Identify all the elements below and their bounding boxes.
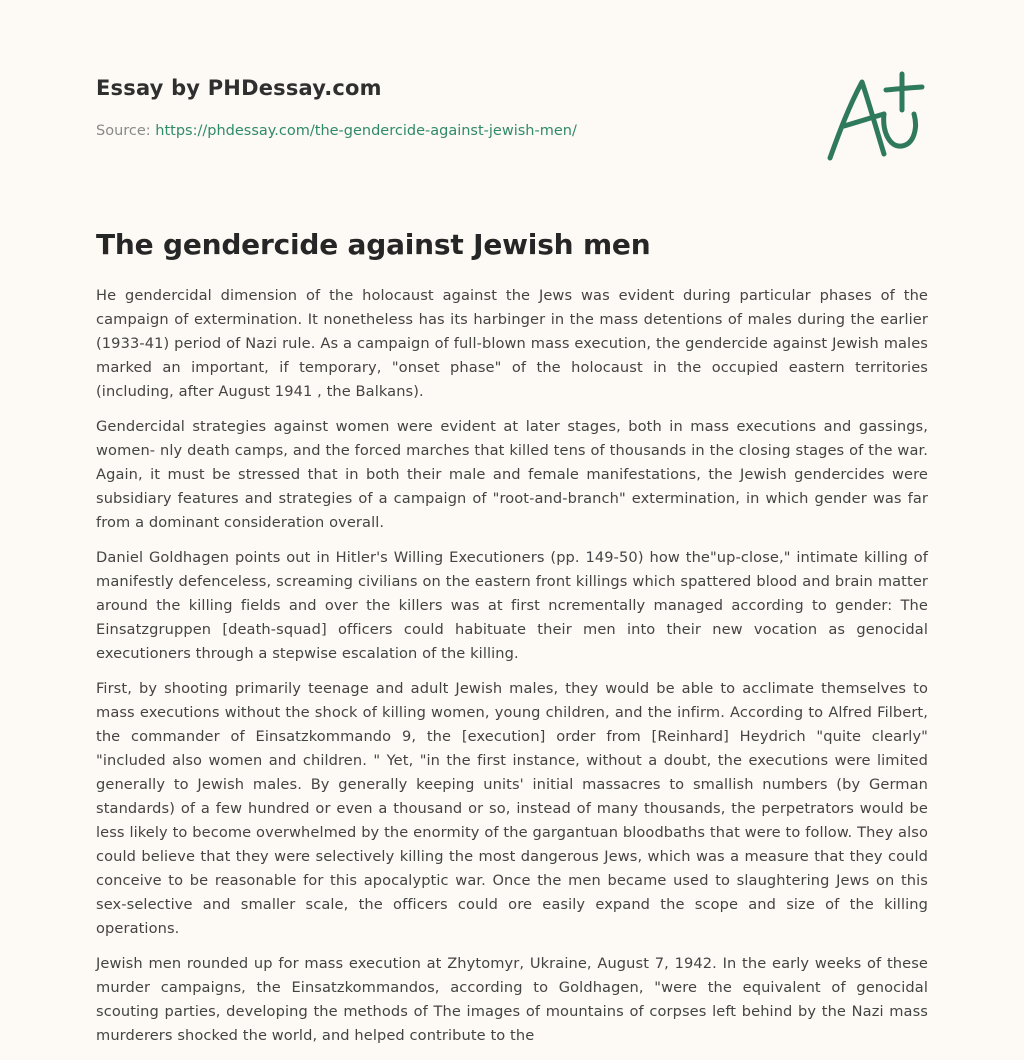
paragraph: He gendercidal dimension of the holocaust against the Jews was evident during particular phases of the campaign of extermination. It nonetheless has its harbinger in the mass detentions of males during the earlier (1933-41) period of Nazi rule. As a campaign of full-blown mass execution, the gendercide against Jewish males marked an important, if temporary, "onset phase" of the holocaust in the occupied eastern territories (including, after August 1941 , the Balkans).: [96, 287, 928, 400]
site-title: Essay by PHDessay.com: [96, 76, 382, 100]
document-title: The gendercide against Jewish men: [96, 228, 651, 261]
source-label: Source:: [96, 123, 156, 139]
paragraph: First, by shooting primarily teenage and adult Jewish males, they would be able to acclimate themselves to mass executions without the shock of killing women, young children, and the infirm. According to Alfred Filbert, the commander of Einsatzkommando 9, the [execution] order from [Reinhard] Heydrich "quite clearly" "included also women and children. " Yet, "in the first instance, without a doubt, the executions were limited generally to Jewish males. By generally keeping units' initial massacres to smallish numbers (by German standards) of a few hundred or even a thousand or so, instead of many thousands, the perpetrators would be less likely to become overwhelmed by the enormity of the gargantuan bloodbaths that were to follow. They also could believe that they were selectively killing the most dangerous Jews, which was a measure that they could conceive to be reasonable for this apocalyptic war. Once the men became used to slaughtering Jews on this sex-selective and smaller scale, the officers could ore easily expand the scope and size of the killing operations.: [96, 680, 928, 937]
source-link[interactable]: https://phdessay.com/the-gendercide-against-jewish-men/: [155, 123, 577, 139]
paragraph: Daniel Goldhagen points out in Hitler's Willing Executioners (pp. 149-50) how the"up-close," intimate killing of manifestly defenceless, screaming civilians on the eastern front killings which spattered blood and brain matter around the killing fields and over the killers was at first ncrementally managed according to gender: The Einsatzgruppen [death-squad] officers could habituate their men into their new vocation as genocidal executioners through a stepwise escalation of the killing.: [96, 549, 928, 662]
page-header: [96, 0, 928, 200]
essay-page: [96, 0, 928, 1060]
document-body: [96, 284, 928, 1059]
paragraph: Jewish men rounded up for mass execution at Zhytomyr, Ukraine, August 7, 1942. In the early weeks of these murder campaigns, the Einsatzkommandos, according to Goldhagen, "were the equivalent of genocidal scouting parties, developing the methods of The images of mountains of corpses left behind by the Nazi mass murderers shocked the world, and helped contribute to the: [96, 955, 928, 1044]
paragraph: Gendercidal strategies against women were evident at later stages, both in mass executions and gassings, women- nly death camps, and the forced marches that killed tens of thousands in the closing stages of the war. Again, it must be stressed that in both their male and female manifestations, the Jewish gendercides were subsidiary features and strategies of a campaign of "root-and-branch" extermination, in which gender was far from a dominant consideration overall.: [96, 418, 928, 531]
a-plus-grade-icon: [824, 66, 928, 166]
source-line: [96, 123, 577, 139]
